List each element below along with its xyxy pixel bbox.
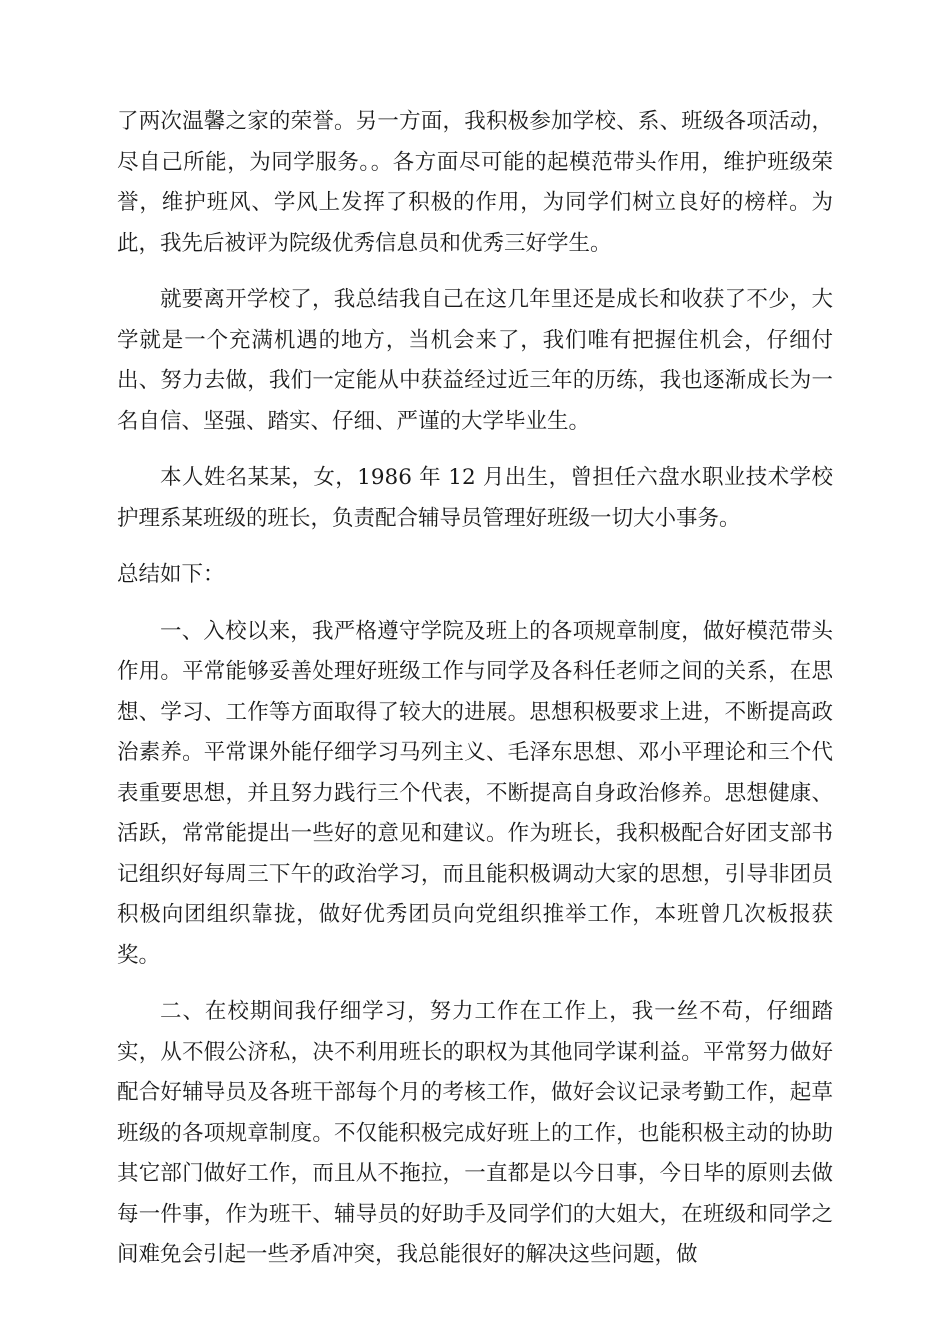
document-body [117, 102, 833, 1276]
paragraph-continued: 了两次温馨之家的荣誉。另一方面，我积极参加学校、系、班级各项活动，尽自己所能，为同学服务。。各方面尽可能的起模范带头作用，维护班级荣誉，维护班风、学风上发挥了积极的作用，为同学们树立良好的榜样。为此，我先后被评为院级优秀信息员和优秀三好学生。 [117, 109, 833, 256]
paragraph-point-one: 一、入校以来，我严格遵守学院及班上的各项规章制度，做好模范带头作用。平常能够妥善处理好班级工作与同学及各科任老师之间的关系，在思想、学习、工作等方面取得了较大的进展。思想积极要求上进，不断提高政治素养。平常课外能仔细学习马列主义、毛泽东思想、邓小平理论和三个代表重要思想，并且努力践行三个代表，不断提高自身政治修养。思想健康、活跃，常常能提出一些好的意见和建议。作为班长，我积极配合好团支部书记组织好每周三下午的政治学习，而且能积极调动大家的思想，引导非团员积极向团组织靠拢，做好优秀团员向党组织推举工作，本班曾几次板报获奖。 [117, 618, 833, 968]
paragraph-personal-info: 本人姓名某某，女，1986 年 12 月出生，曾担任六盘水职业技术学校护理系某班级的班长，负责配合辅导员管理好班级一切大小事务。 [117, 465, 833, 531]
paragraph-point-two: 二、在校期间我仔细学习，努力工作在工作上，我一丝不苟，仔细踏实，从不假公济私，决不利用班长的职权为其他同学谋利益。平常努力做好配合好辅导员及各班干部每个月的考核工作，做好会议记录考勤工作，起草班级的各项规章制度。不仅能积极完成好班上的工作，也能积极主动的协助其它部门做好工作，而且从不拖拉，一直都是以今日事，今日毕的原则去做每一件事，作为班干、辅导员的好助手及同学们的大姐大，在班级和同学之间难免会引起一些矛盾冲突，我总能很好的解决这些问题，做 [117, 999, 833, 1267]
paragraph-leaving-school: 就要离开学校了，我总结我自己在这几年里还是成长和收获了不少，大学就是一个充满机遇的地方，当机会来了，我们唯有把握住机会，仔细付出、努力去做，我们一定能从中获益经过近三年的历练，我也逐渐成长为一名自信、坚强、踏实、仔细、严谨的大学毕业生。 [117, 287, 833, 434]
paragraph-summary-heading: 总结如下： [117, 562, 225, 587]
